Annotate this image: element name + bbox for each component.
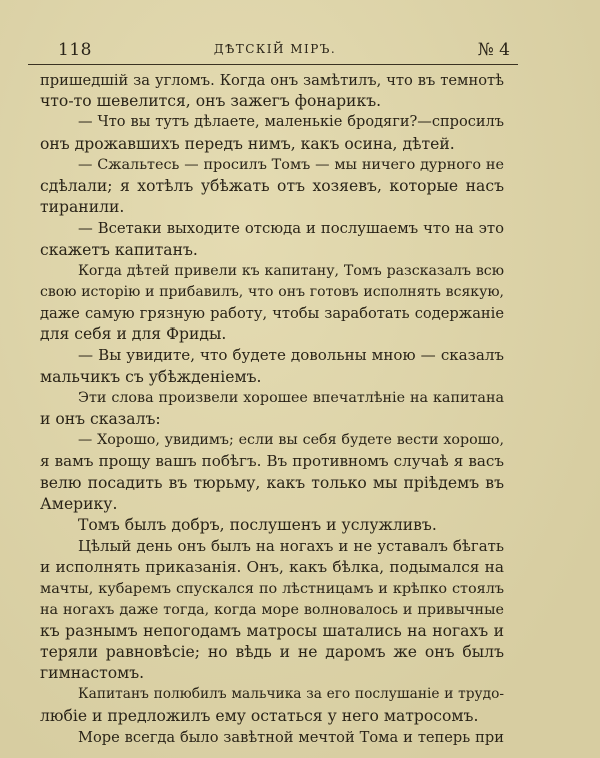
- text-line: тиранили.: [40, 198, 125, 217]
- issue-number: № 4: [477, 40, 510, 60]
- text-line: пришедшій за угломъ. Когда онъ замѣтилъ, что въ темнотѣ: [40, 72, 504, 89]
- text-line: Капитанъ полюбилъ мальчика за его послушаніе и трудо-: [78, 686, 504, 703]
- text-line: Когда дѣтей привели къ капитану, Томъ разсказалъ всю: [78, 262, 504, 279]
- text-line: — Всетаки выходите отсюда и послушаемъ что на это: [78, 220, 504, 238]
- text-line: — Сжальтесь — просилъ Томъ — мы ничего дурного не: [78, 156, 504, 173]
- journal-title: ДѢТСКІЙ МІРЪ.: [213, 42, 337, 56]
- text-line: Томъ былъ добръ, послушенъ и услужливъ.: [78, 515, 437, 534]
- text-line: даже самую грязную работу, чтобы заработать содержаніе: [40, 305, 504, 323]
- text-line: Море всегда было завѣтной мечтой Тома и теперь при: [78, 728, 504, 746]
- text-line: онъ дрожавшихъ передъ нимъ, какъ осина, дѣтей.: [40, 134, 455, 153]
- header-rule: [28, 64, 518, 65]
- text-line: и онъ сказалъ:: [40, 410, 161, 428]
- text-line: къ разнымъ непогодамъ матросы шатались на ногахъ и: [40, 621, 504, 640]
- text-line: Цѣлый день онъ былъ на ногахъ и не уставалъ бѣгать: [78, 537, 504, 556]
- text-line: мачты, кубаремъ спускался по лѣстницамъ и крѣпко стоялъ: [40, 580, 504, 597]
- text-line: для себя и для Фриды.: [40, 325, 227, 344]
- page-number: 118: [58, 40, 92, 60]
- text-line: Америку.: [40, 494, 118, 513]
- text-line: и исполнять приказанія. Онъ, какъ бѣлка, подымался на: [40, 558, 504, 577]
- text-line: велю посадить въ тюрьму, какъ только мы пріѣдемъ въ: [40, 473, 504, 492]
- text-line: я вамъ прощу вашъ побѣгъ. Въ противномъ случаѣ я васъ: [40, 452, 504, 471]
- text-line: на ногахъ даже тогда, когда море волновалось и привычные: [40, 601, 504, 618]
- text-line: теряли равновѣсіе; но вѣдь и не даромъ же онъ былъ: [40, 643, 504, 662]
- text-line: скажетъ капитанъ.: [40, 240, 198, 259]
- text-line: что-то шевелится, онъ зажегъ фонарикъ.: [40, 92, 382, 111]
- text-line: — Вы увидите, что будете довольны мною — сказалъ: [78, 346, 504, 365]
- text-line: гимнастомъ.: [40, 664, 145, 683]
- text-line: Эти слова произвели хорошее впечатлѣніе на капитана: [78, 389, 504, 406]
- running-header: [40, 40, 510, 62]
- text-line: — Что вы тутъ дѣлаете, маленькіе бродяги?—спросилъ: [78, 114, 504, 131]
- text-line: — Хорошо, увидимъ; если вы себя будете вести хорошо,: [78, 432, 504, 449]
- text-line: сдѣлали; я хотѣлъ убѣжать отъ хозяевъ, которые насъ: [40, 176, 504, 195]
- text-line: свою исторію и прибавилъ, что онъ готовъ исполнять всякую,: [40, 283, 504, 300]
- text-line: любіе и предложилъ ему остаться у него матросомъ.: [40, 706, 479, 725]
- body-text: [40, 70, 504, 748]
- text-line: мальчикъ съ убѣжденіемъ.: [40, 367, 262, 386]
